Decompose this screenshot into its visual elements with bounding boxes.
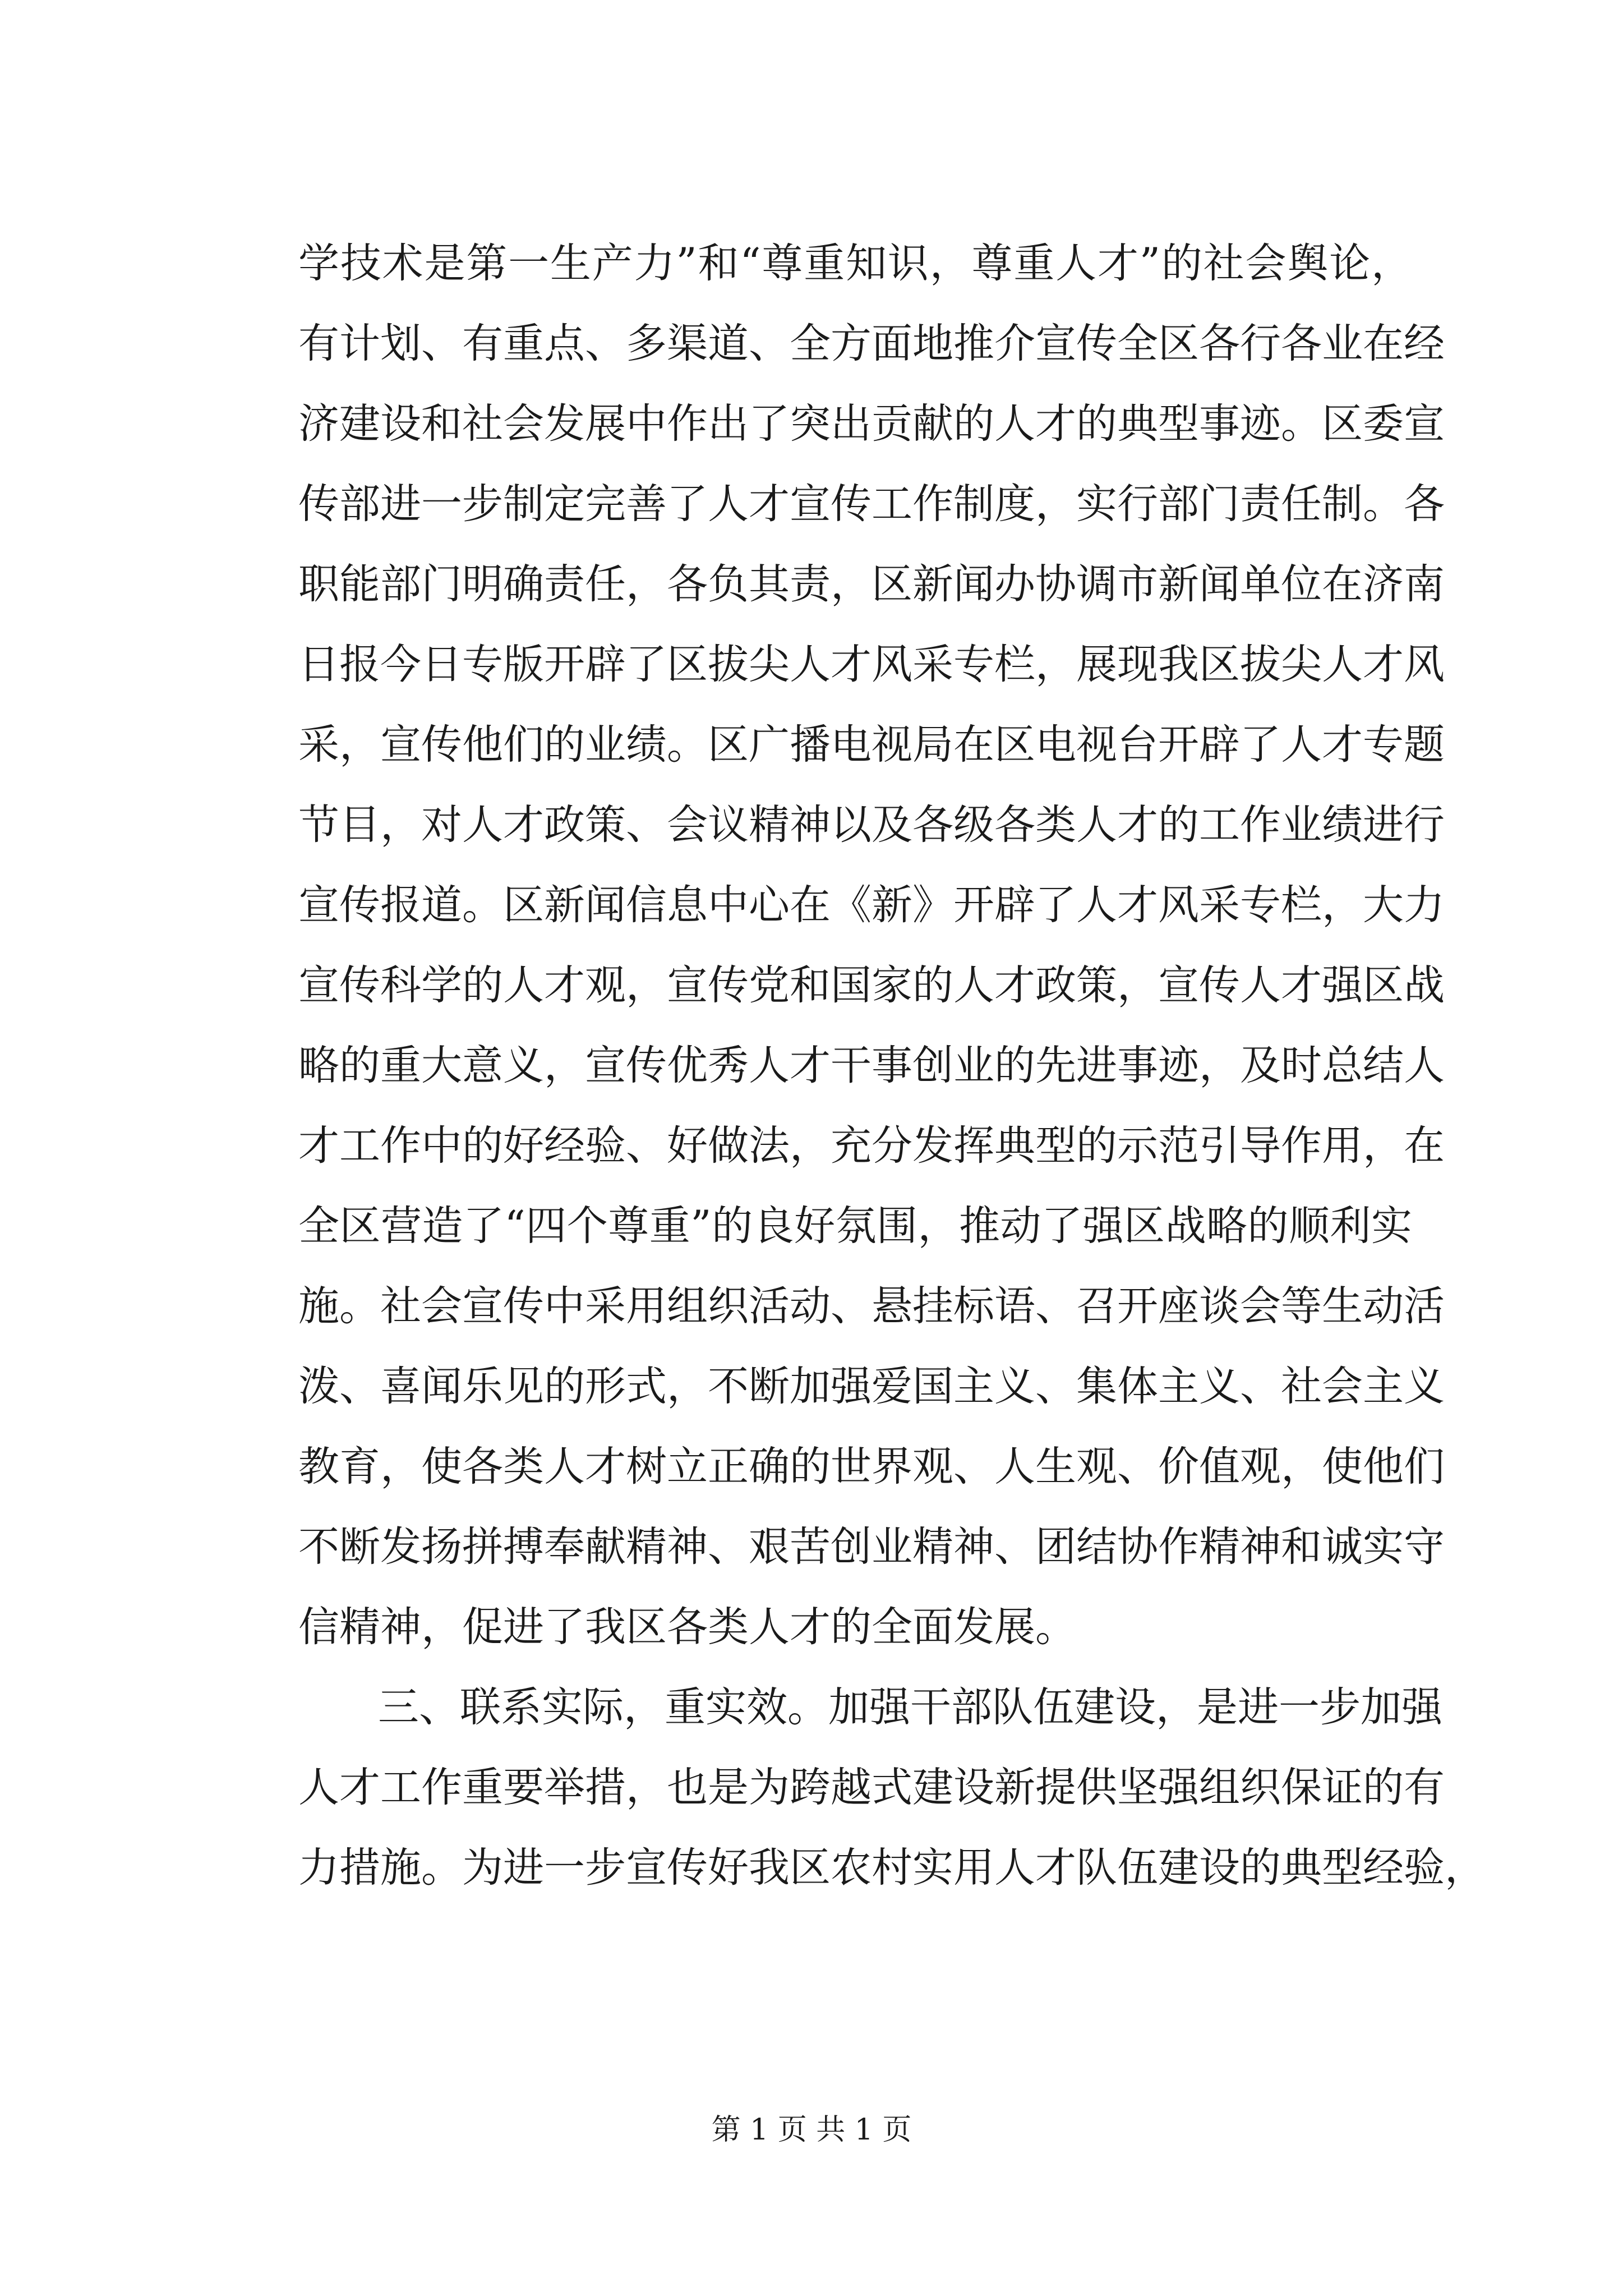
text-line: 济建设和社会发展中作出了突出贡献的人才的典型事迹。区委宣: [298, 400, 1445, 448]
paragraph-2: [298, 1667, 1486, 1908]
text-line: 全区营造了“四个尊重”的良好氛围，推动了强区战略的顺利实: [298, 1202, 1412, 1250]
text-line: 才工作中的好经验、好做法，充分发挥典型的示范引导作用，在: [298, 1122, 1445, 1170]
text-line: 三、联系实际，重实效。加强干部队伍建设，是进一步加强: [378, 1683, 1442, 1731]
text-line: 职能部门明确责任，各负其责，区新闻办协调市新闻单位在济南: [298, 560, 1445, 608]
text-line: 节目，对人才政策、会议精神以及各级各类人才的工作业绩进行: [298, 801, 1445, 849]
text-line: 有计划、有重点、多渠道、全方面地推介宣传全区各行各业在经: [298, 320, 1445, 367]
text-line: 教育，使各类人才树立正确的世界观、人生观、价值观，使他们: [298, 1443, 1445, 1490]
text-line: 采，宣传他们的业绩。区广播电视局在区电视台开辟了人才专题: [298, 721, 1445, 769]
text-line: 力措施。为进一步宣传好我区农村实用人才队伍建设的典型经验，: [298, 1844, 1486, 1892]
body-text: [298, 223, 1486, 1908]
paragraph-1: [298, 223, 1445, 1667]
text-line: 施。社会宣传中采用组织活动、悬挂标语、召开座谈会等生动活: [298, 1282, 1445, 1330]
page-number-footer: 第 1 页 共 1 页: [711, 2113, 912, 2147]
text-line: 传部进一步制定完善了人才宣传工作制度，实行部门责任制。各: [298, 480, 1445, 528]
text-line: 日报今日专版开辟了区拔尖人才风采专栏，展现我区拔尖人才风: [298, 641, 1445, 688]
text-line: 宣传科学的人才观，宣传党和国家的人才政策，宣传人才强区战: [298, 961, 1445, 1009]
text-line: 信精神，促进了我区各类人才的全面发展。: [298, 1603, 1076, 1651]
text-line: 略的重大意义，宣传优秀人才干事创业的先进事迹，及时总结人: [298, 1042, 1445, 1089]
text-line: 不断发扬拼搏奉献精神、艰苦创业精神、团结协作精神和诚实守: [298, 1523, 1445, 1571]
text-line: 泼、喜闻乐见的形式，不断加强爱国主义、集体主义、社会主义: [298, 1363, 1445, 1410]
text-line: 人才工作重要举措，也是为跨越式建设新提供坚强组织保证的有: [298, 1764, 1445, 1811]
text-line: 学技术是第一生产力”和“尊重知识，尊重人才”的社会舆论，: [298, 240, 1412, 287]
text-line: 宣传报道。区新闻信息中心在《新》开辟了人才风采专栏，大力: [298, 881, 1445, 929]
